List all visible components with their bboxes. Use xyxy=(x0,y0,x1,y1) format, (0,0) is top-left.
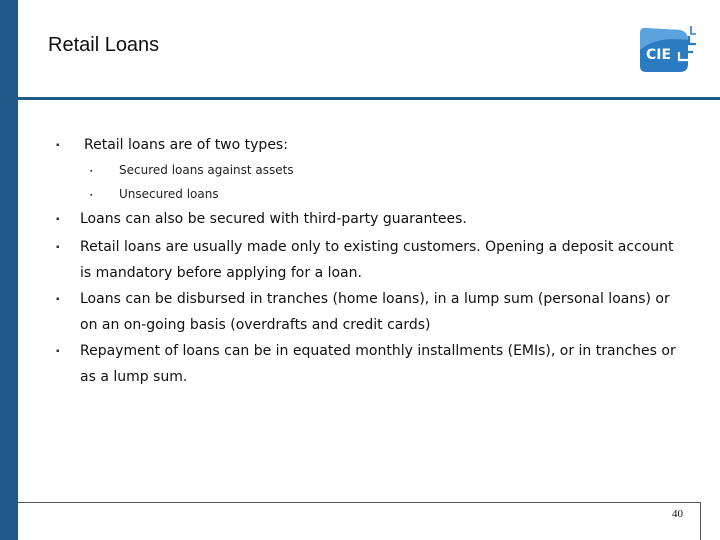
footer-divider xyxy=(18,502,700,503)
sub-bullet-marker: ▪ xyxy=(90,192,93,199)
bullet-text: Retail loans are of two types: xyxy=(84,137,288,153)
page-number: 40 xyxy=(672,508,683,520)
bullet-marker: ▪ xyxy=(56,214,60,225)
bullet-marker: ▪ xyxy=(56,294,60,305)
bullet-marker: ▪ xyxy=(56,242,60,253)
bullet-text: Loans can be disbursed in tranches (home loans), in a lump sum (personal loans) or on an on-going basis (overdrafts and credit cards) xyxy=(80,291,670,333)
svg-text:CIE: CIE xyxy=(646,47,672,63)
sub-bullet-marker: ▪ xyxy=(90,168,93,175)
title-divider xyxy=(18,97,720,100)
bullet-text: Loans can also be secured with third-party guarantees. xyxy=(80,211,467,227)
sub-bullet-text: Unsecured loans xyxy=(119,187,219,201)
bullet-text: Repayment of loans can be in equated monthly installments (EMIs), or in tranches or as a lump sum. xyxy=(80,343,676,385)
sub-bullet-text: Secured loans against assets xyxy=(119,163,294,177)
left-accent-bar xyxy=(0,0,18,540)
bullet-text: Retail loans are usually made only to existing customers. Opening a deposit account is mandatory before applying for a loan. xyxy=(80,239,674,281)
slide-title: Retail Loans xyxy=(48,34,160,56)
ciel-logo xyxy=(636,22,696,74)
bullet-marker: ▪ xyxy=(56,346,60,357)
footer-corner-rule xyxy=(700,502,701,540)
bullet-marker: ▪ xyxy=(56,140,60,151)
